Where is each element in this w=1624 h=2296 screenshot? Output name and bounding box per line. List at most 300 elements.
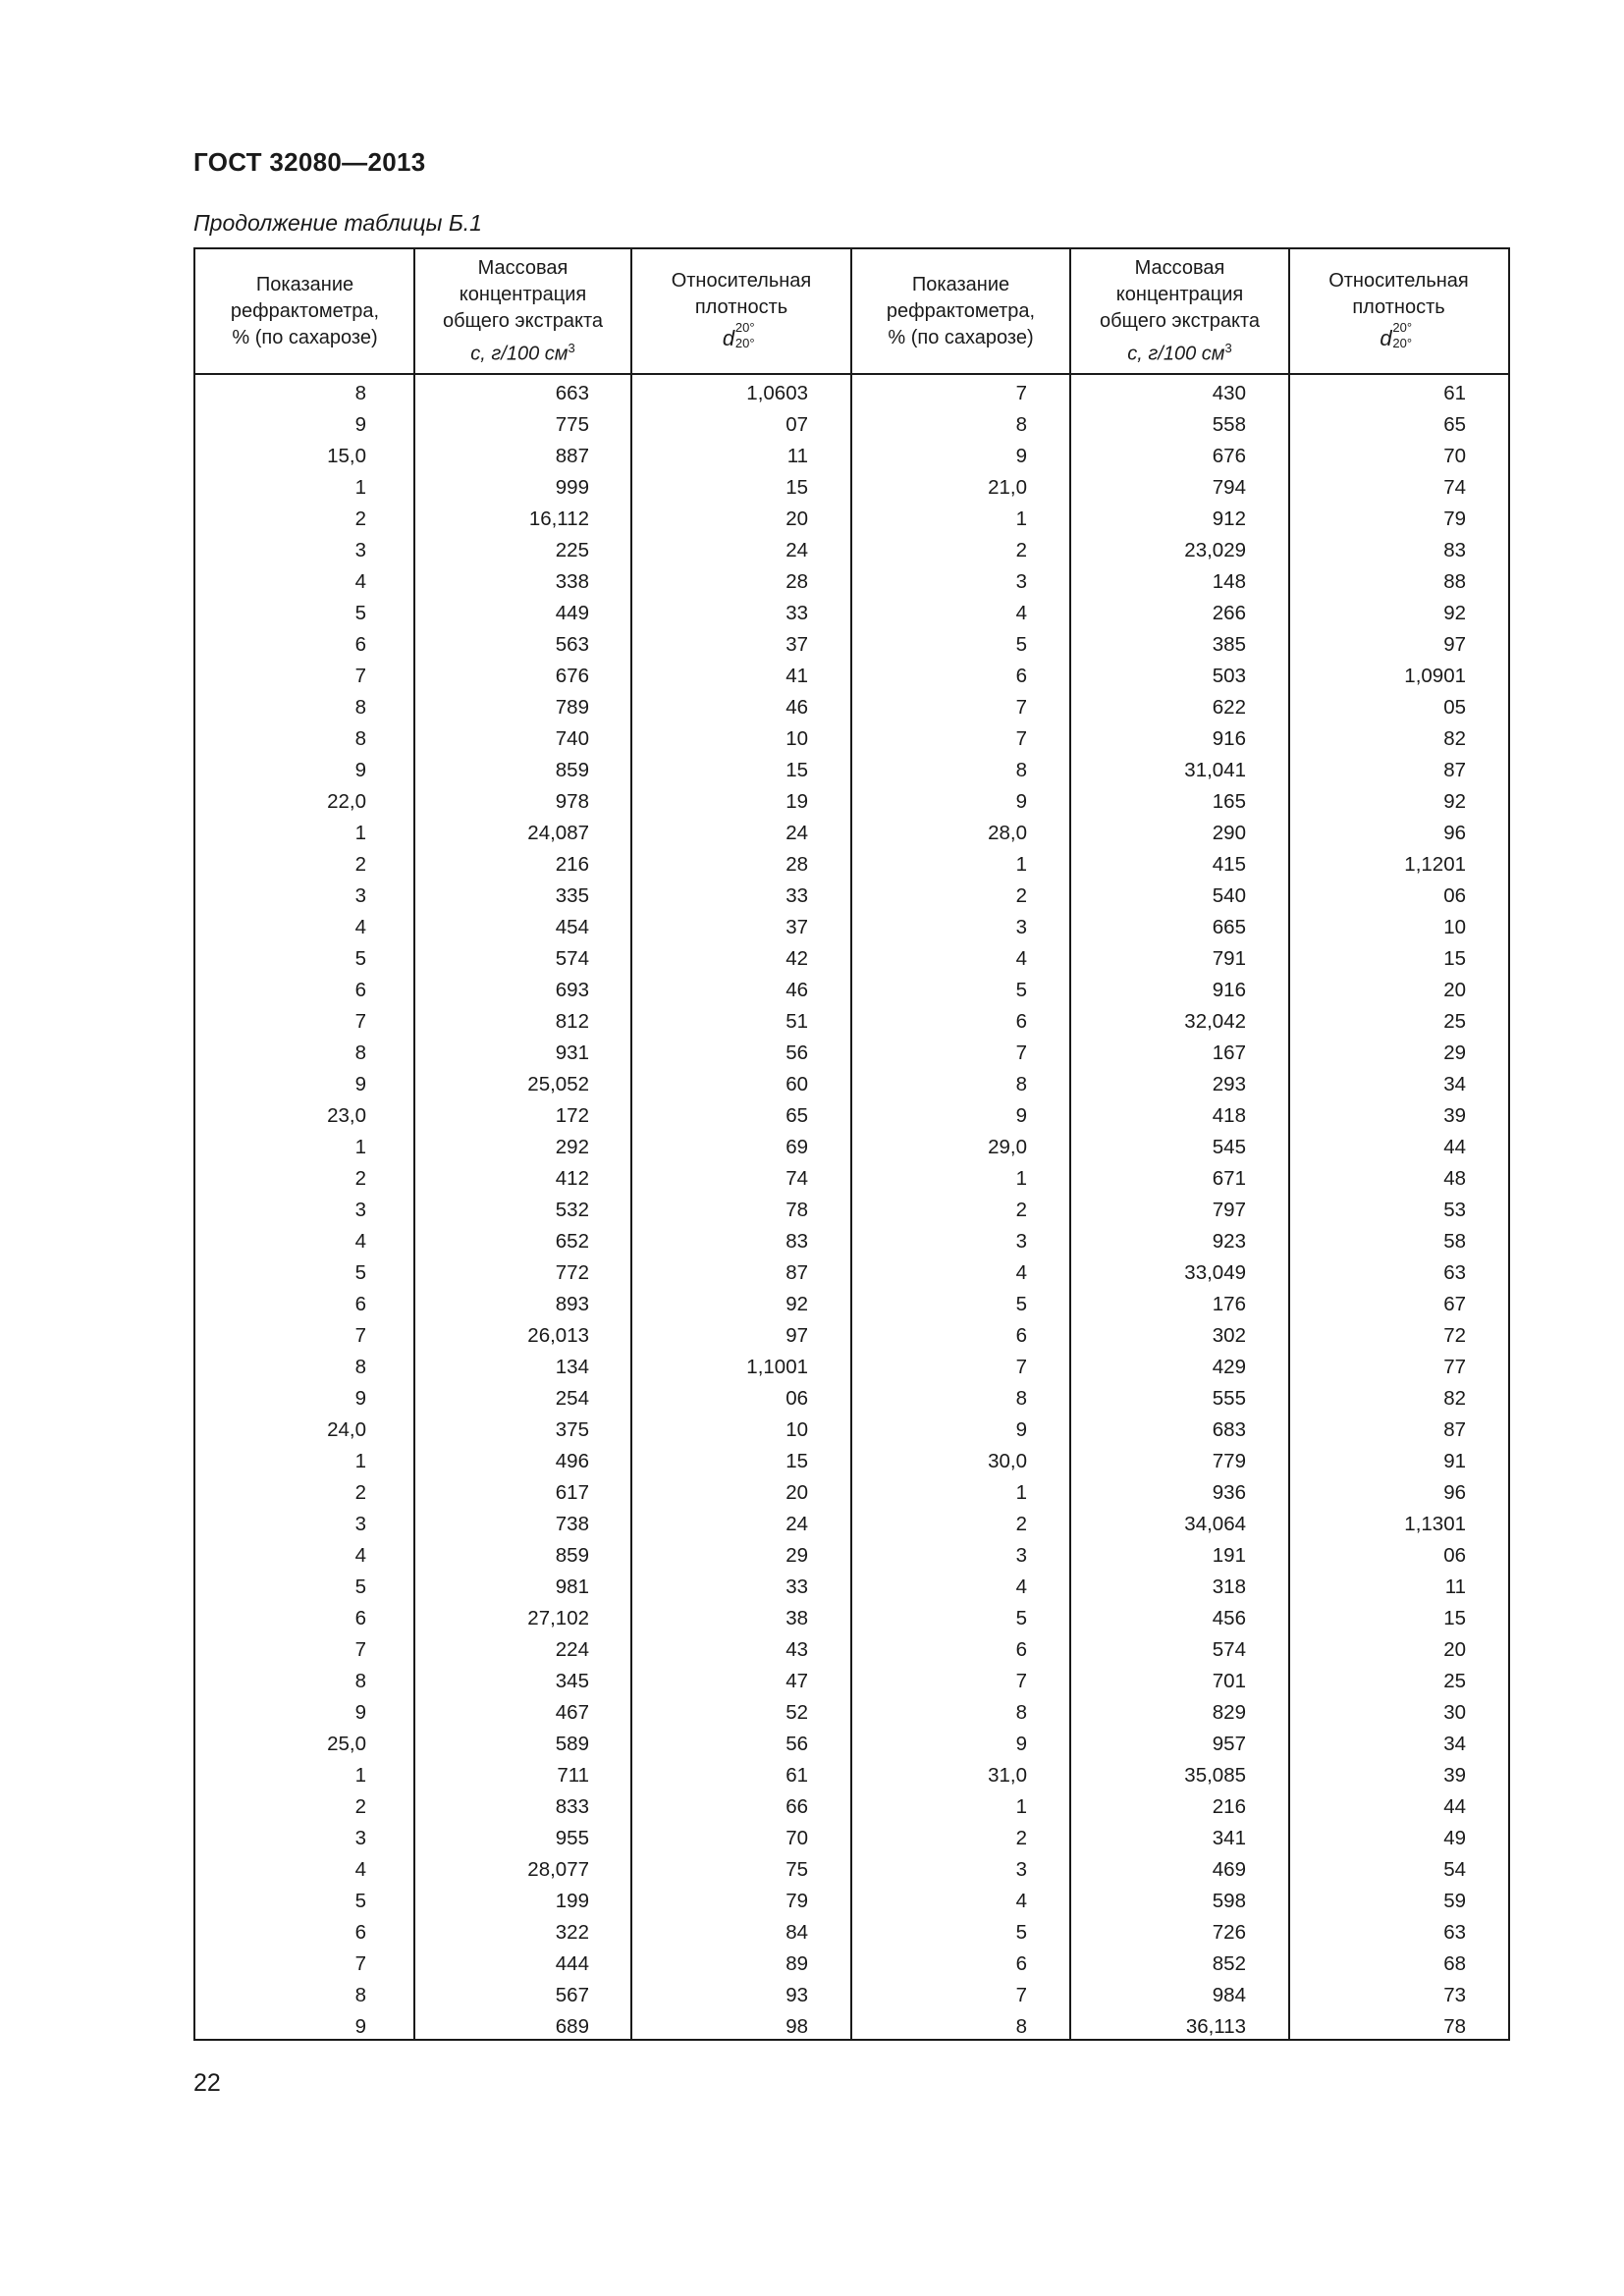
- cell-mass-concentration: 32,042: [1184, 1010, 1246, 1033]
- cell-reading: 3: [354, 884, 366, 907]
- cell-mass-concentration: 829: [1212, 1701, 1246, 1724]
- cell-reading: 28,0: [988, 822, 1027, 844]
- cell-reading: 9: [1015, 1733, 1027, 1755]
- cell-mass-concentration: 663: [555, 382, 589, 404]
- header-text: % (по сахарозе): [232, 326, 378, 348]
- cell-relative-density: 53: [1443, 1199, 1466, 1221]
- cell-mass-concentration: 617: [555, 1481, 589, 1504]
- cell-relative-density: 70: [1443, 445, 1466, 467]
- cell-mass-concentration: 27,102: [527, 1607, 589, 1629]
- header-density-left: [631, 249, 851, 373]
- cell-reading: 7: [1015, 1670, 1027, 1692]
- cell-relative-density: 25: [1443, 1670, 1466, 1692]
- cell-mass-concentration: 26,013: [527, 1324, 589, 1347]
- cell-reading: 6: [354, 1921, 366, 1944]
- cell-relative-density: 98: [785, 2015, 808, 2038]
- cell-relative-density: 10: [785, 1418, 808, 1441]
- cell-mass-concentration: 318: [1212, 1575, 1246, 1598]
- cell-relative-density: 20: [1443, 1638, 1466, 1661]
- cell-relative-density: 56: [785, 1041, 808, 1064]
- cell-mass-concentration: 574: [555, 947, 589, 970]
- cell-relative-density: 60: [785, 1073, 808, 1095]
- cell-mass-concentration: 772: [555, 1261, 589, 1284]
- cell-reading: 3: [1015, 570, 1027, 593]
- cell-relative-density: 15: [785, 1450, 808, 1472]
- cell-reading: 1: [354, 476, 366, 499]
- cell-mass-concentration: 254: [555, 1387, 589, 1410]
- cell-mass-concentration: 794: [1212, 476, 1246, 499]
- header-unit: с, г/100 $см^3$: [470, 340, 575, 365]
- header-reading-left: [195, 249, 414, 373]
- cell-mass-concentration: 563: [555, 633, 589, 656]
- cell-reading: 6: [1015, 1952, 1027, 1975]
- cell-reading: 8: [354, 1984, 366, 2006]
- cell-mass-concentration: 545: [1212, 1136, 1246, 1158]
- cell-relative-density: 61: [1443, 382, 1466, 404]
- cell-mass-concentration: 738: [555, 1513, 589, 1535]
- cell-reading: 8: [1015, 1701, 1027, 1724]
- cell-relative-density: 97: [1443, 633, 1466, 656]
- cell-relative-density: 48: [1443, 1167, 1466, 1190]
- cell-mass-concentration: 912: [1212, 507, 1246, 530]
- cell-mass-concentration: 683: [1212, 1418, 1246, 1441]
- cell-mass-concentration: 266: [1212, 602, 1246, 624]
- cell-relative-density: 1,0603: [746, 382, 808, 404]
- cell-relative-density: 44: [1443, 1795, 1466, 1818]
- cell-reading: 4: [354, 1230, 366, 1253]
- cell-reading: 3: [1015, 1858, 1027, 1881]
- header-text: Относительная: [671, 270, 812, 292]
- cell-reading: 2: [354, 507, 366, 530]
- cell-mass-concentration: 671: [1212, 1167, 1246, 1190]
- cell-reading: 7: [354, 1952, 366, 1975]
- cell-relative-density: 78: [785, 1199, 808, 1221]
- cell-reading: 2: [1015, 884, 1027, 907]
- cell-mass-concentration: 415: [1212, 853, 1246, 876]
- cell-reading: 6: [1015, 1324, 1027, 1347]
- cell-relative-density: 87: [1443, 759, 1466, 781]
- cell-mass-concentration: 740: [555, 727, 589, 750]
- cell-relative-density: 1,1201: [1404, 853, 1466, 876]
- header-text: % (по сахарозе): [888, 326, 1034, 348]
- cell-reading: 7: [1015, 382, 1027, 404]
- cell-reading: 8: [1015, 413, 1027, 436]
- cell-relative-density: 49: [1443, 1827, 1466, 1849]
- cell-relative-density: 29: [1443, 1041, 1466, 1064]
- cell-relative-density: 15: [1443, 947, 1466, 970]
- cell-relative-density: 44: [1443, 1136, 1466, 1158]
- cell-mass-concentration: 859: [555, 759, 589, 781]
- cell-relative-density: 65: [1443, 413, 1466, 436]
- cell-mass-concentration: 34,064: [1184, 1513, 1246, 1535]
- column-divider: [850, 249, 852, 2039]
- cell-relative-density: 92: [1443, 602, 1466, 624]
- cell-relative-density: 11: [1444, 1575, 1466, 1598]
- cell-relative-density: 89: [785, 1952, 808, 1975]
- document-title: ГОСТ 32080—2013: [193, 147, 426, 177]
- cell-reading: 3: [354, 1827, 366, 1849]
- cell-mass-concentration: 999: [555, 476, 589, 499]
- cell-reading: 9: [1015, 1418, 1027, 1441]
- density-symbol: d 20° 20°: [722, 320, 755, 350]
- cell-mass-concentration: 923: [1212, 1230, 1246, 1253]
- cell-mass-concentration: 36,113: [1185, 2015, 1246, 2038]
- cell-mass-concentration: 444: [555, 1952, 589, 1975]
- cell-mass-concentration: 693: [555, 979, 589, 1001]
- cell-mass-concentration: 467: [555, 1701, 589, 1724]
- cell-relative-density: 82: [1443, 1387, 1466, 1410]
- header-text: рефрактометра,: [230, 299, 380, 322]
- header-text: Показание: [911, 273, 1010, 295]
- cell-reading: 9: [354, 1073, 366, 1095]
- cell-relative-density: 24: [785, 539, 808, 561]
- cell-relative-density: 61: [785, 1764, 808, 1787]
- cell-relative-density: 06: [1443, 884, 1466, 907]
- cell-relative-density: 24: [785, 1513, 808, 1535]
- cell-relative-density: 87: [1443, 1418, 1466, 1441]
- cell-reading: 9: [354, 413, 366, 436]
- cell-mass-concentration: 191: [1212, 1544, 1246, 1567]
- cell-relative-density: 58: [1443, 1230, 1466, 1253]
- cell-relative-density: 38: [785, 1607, 808, 1629]
- cell-relative-density: 96: [1443, 822, 1466, 844]
- cell-relative-density: 63: [1443, 1261, 1466, 1284]
- cell-reading: 7: [1015, 1041, 1027, 1064]
- cell-reading: 2: [1015, 1513, 1027, 1535]
- cell-mass-concentration: 931: [555, 1041, 589, 1064]
- cell-reading: 3: [1015, 1230, 1027, 1253]
- cell-reading: 2: [354, 1795, 366, 1818]
- cell-reading: 2: [1015, 1827, 1027, 1849]
- cell-reading: 6: [1015, 1010, 1027, 1033]
- cell-mass-concentration: 496: [555, 1450, 589, 1472]
- cell-mass-concentration: 978: [555, 790, 589, 813]
- cell-mass-concentration: 172: [555, 1104, 589, 1127]
- cell-mass-concentration: 418: [1212, 1104, 1246, 1127]
- cell-mass-concentration: 33,049: [1184, 1261, 1246, 1284]
- cell-reading: 7: [354, 665, 366, 687]
- cell-relative-density: 05: [1443, 696, 1466, 719]
- cell-reading: 1: [1015, 1795, 1027, 1818]
- cell-relative-density: 34: [1443, 1073, 1466, 1095]
- cell-reading: 5: [1015, 633, 1027, 656]
- cell-relative-density: 37: [785, 633, 808, 656]
- cell-relative-density: 39: [1443, 1764, 1466, 1787]
- cell-mass-concentration: 430: [1212, 382, 1246, 404]
- cell-reading: 7: [354, 1324, 366, 1347]
- cell-mass-concentration: 16,112: [528, 507, 589, 530]
- cell-mass-concentration: 726: [1212, 1921, 1246, 1944]
- header-text: общего экстракта: [1099, 309, 1261, 332]
- header-text: концентрация: [1115, 283, 1244, 305]
- header-unit: с, г/100 $см^3$: [1127, 340, 1232, 365]
- cell-mass-concentration: 916: [1212, 727, 1246, 750]
- cell-relative-density: 75: [785, 1858, 808, 1881]
- header-text: Массовая: [1134, 256, 1225, 279]
- cell-relative-density: 1,1301: [1404, 1513, 1466, 1535]
- cell-mass-concentration: 216: [1212, 1795, 1246, 1818]
- cell-mass-concentration: 936: [1212, 1481, 1246, 1504]
- cell-relative-density: 54: [1443, 1858, 1466, 1881]
- cell-reading: 6: [1015, 1638, 1027, 1661]
- cell-relative-density: 47: [785, 1670, 808, 1692]
- cell-relative-density: 56: [785, 1733, 808, 1755]
- cell-relative-density: 20: [1443, 979, 1466, 1001]
- cell-reading: 1: [1015, 1167, 1027, 1190]
- cell-relative-density: 74: [785, 1167, 808, 1190]
- cell-relative-density: 97: [785, 1324, 808, 1347]
- cell-mass-concentration: 711: [557, 1764, 589, 1787]
- cell-relative-density: 88: [1443, 570, 1466, 593]
- header-density-right: [1289, 249, 1508, 373]
- cell-mass-concentration: 555: [1212, 1387, 1246, 1410]
- cell-reading: 1: [1015, 507, 1027, 530]
- cell-relative-density: 24: [785, 822, 808, 844]
- cell-mass-concentration: 558: [1212, 413, 1246, 436]
- cell-reading: 9: [354, 1387, 366, 1410]
- cell-reading: 8: [354, 1356, 366, 1378]
- cell-relative-density: 46: [785, 979, 808, 1001]
- cell-mass-concentration: 589: [555, 1733, 589, 1755]
- cell-reading: 30,0: [988, 1450, 1027, 1472]
- cell-reading: 5: [1015, 979, 1027, 1001]
- cell-reading: 2: [354, 1481, 366, 1504]
- cell-mass-concentration: 134: [555, 1356, 589, 1378]
- cell-relative-density: 69: [785, 1136, 808, 1158]
- cell-mass-concentration: 469: [1212, 1858, 1246, 1881]
- cell-mass-concentration: 791: [1212, 947, 1246, 970]
- cell-relative-density: 43: [785, 1638, 808, 1661]
- cell-relative-density: 39: [1443, 1104, 1466, 1127]
- cell-mass-concentration: 916: [1212, 979, 1246, 1001]
- cell-mass-concentration: 981: [555, 1575, 589, 1598]
- cell-mass-concentration: 665: [1212, 916, 1246, 938]
- cell-reading: 31,0: [988, 1764, 1027, 1787]
- header-mass-left: [414, 249, 631, 373]
- header-reading-right: [851, 249, 1070, 373]
- cell-mass-concentration: 199: [555, 1890, 589, 1912]
- cell-mass-concentration: 456: [1212, 1607, 1246, 1629]
- cell-mass-concentration: 335: [555, 884, 589, 907]
- cell-mass-concentration: 338: [555, 570, 589, 593]
- cell-relative-density: 78: [1443, 2015, 1466, 2038]
- cell-reading: 6: [354, 633, 366, 656]
- cell-mass-concentration: 345: [555, 1670, 589, 1692]
- header-text: Массовая: [477, 256, 568, 279]
- cell-relative-density: 37: [785, 916, 808, 938]
- cell-reading: 5: [1015, 1293, 1027, 1315]
- cell-relative-density: 1,1001: [746, 1356, 808, 1378]
- cell-relative-density: 92: [785, 1293, 808, 1315]
- cell-reading: 8: [1015, 1073, 1027, 1095]
- cell-relative-density: 06: [785, 1387, 808, 1410]
- cell-mass-concentration: 429: [1212, 1356, 1246, 1378]
- cell-relative-density: 87: [785, 1261, 808, 1284]
- cell-mass-concentration: 454: [555, 916, 589, 938]
- cell-relative-density: 33: [785, 1575, 808, 1598]
- cell-mass-concentration: 165: [1212, 790, 1246, 813]
- cell-relative-density: 20: [785, 507, 808, 530]
- cell-mass-concentration: 167: [1212, 1041, 1246, 1064]
- cell-relative-density: 79: [1443, 507, 1466, 530]
- cell-relative-density: 68: [1443, 1952, 1466, 1975]
- cell-relative-density: 42: [785, 947, 808, 970]
- cell-mass-concentration: 540: [1212, 884, 1246, 907]
- cell-relative-density: 74: [1443, 476, 1466, 499]
- header-text: плотность: [1352, 296, 1445, 318]
- cell-relative-density: 52: [785, 1701, 808, 1724]
- cell-reading: 9: [1015, 1104, 1027, 1127]
- cell-relative-density: 72: [1443, 1324, 1466, 1347]
- cell-reading: 8: [354, 1041, 366, 1064]
- cell-reading: 7: [1015, 1356, 1027, 1378]
- cell-relative-density: 73: [1443, 1984, 1466, 2006]
- cell-relative-density: 66: [785, 1795, 808, 1818]
- cell-reading: 5: [354, 1261, 366, 1284]
- cell-relative-density: 06: [1443, 1544, 1466, 1567]
- cell-reading: 6: [354, 1607, 366, 1629]
- cell-relative-density: 07: [785, 413, 808, 436]
- cell-reading: 9: [354, 1701, 366, 1724]
- cell-relative-density: 29: [785, 1544, 808, 1567]
- cell-relative-density: 19: [785, 790, 808, 813]
- cell-mass-concentration: 893: [555, 1293, 589, 1315]
- cell-mass-concentration: 689: [555, 2015, 589, 2038]
- cell-reading: 9: [354, 2015, 366, 2038]
- cell-reading: 5: [1015, 1921, 1027, 1944]
- cell-mass-concentration: 812: [555, 1010, 589, 1033]
- cell-mass-concentration: 955: [555, 1827, 589, 1849]
- cell-mass-concentration: 23,029: [1184, 539, 1246, 561]
- cell-reading: 3: [1015, 916, 1027, 938]
- cell-relative-density: 65: [785, 1104, 808, 1127]
- cell-relative-density: 41: [785, 665, 808, 687]
- cell-mass-concentration: 28,077: [527, 1858, 589, 1881]
- cell-mass-concentration: 503: [1212, 665, 1246, 687]
- cell-reading: 1: [354, 1136, 366, 1158]
- cell-reading: 8: [354, 1670, 366, 1692]
- page-number: 22: [193, 2069, 221, 2097]
- table-caption: Продолжение таблицы Б.1: [193, 210, 482, 236]
- cell-relative-density: 30: [1443, 1701, 1466, 1724]
- cell-reading: 5: [354, 1890, 366, 1912]
- cell-mass-concentration: 302: [1212, 1324, 1246, 1347]
- cell-reading: 24,0: [327, 1418, 366, 1441]
- cell-mass-concentration: 984: [1212, 1984, 1246, 2006]
- cell-reading: 3: [1015, 1544, 1027, 1567]
- cell-mass-concentration: 412: [555, 1167, 589, 1190]
- cell-mass-concentration: 225: [555, 539, 589, 561]
- cell-reading: 7: [354, 1010, 366, 1033]
- cell-mass-concentration: 622: [1212, 696, 1246, 719]
- cell-reading: 4: [354, 1858, 366, 1881]
- cell-relative-density: 15: [785, 476, 808, 499]
- cell-mass-concentration: 148: [1212, 570, 1246, 593]
- cell-mass-concentration: 35,085: [1184, 1764, 1246, 1787]
- cell-relative-density: 70: [785, 1827, 808, 1849]
- cell-reading: 8: [1015, 2015, 1027, 2038]
- cell-mass-concentration: 290: [1212, 822, 1246, 844]
- cell-mass-concentration: 789: [555, 696, 589, 719]
- cell-reading: 4: [354, 570, 366, 593]
- cell-reading: 8: [354, 727, 366, 750]
- cell-relative-density: 15: [785, 759, 808, 781]
- cell-reading: 8: [1015, 759, 1027, 781]
- cell-relative-density: 63: [1443, 1921, 1466, 1944]
- cell-reading: 7: [1015, 696, 1027, 719]
- cell-mass-concentration: 852: [1212, 1952, 1246, 1975]
- cell-reading: 15,0: [327, 445, 366, 467]
- cell-reading: 8: [354, 382, 366, 404]
- cell-relative-density: 33: [785, 884, 808, 907]
- cell-reading: 2: [354, 853, 366, 876]
- cell-mass-concentration: 176: [1212, 1293, 1246, 1315]
- column-divider: [413, 249, 415, 2039]
- data-table: [193, 247, 1510, 2041]
- cell-mass-concentration: 375: [555, 1418, 589, 1441]
- cell-relative-density: 33: [785, 602, 808, 624]
- cell-relative-density: 79: [785, 1890, 808, 1912]
- cell-reading: 1: [354, 822, 366, 844]
- cell-reading: 5: [354, 602, 366, 624]
- density-symbol: d 20° 20°: [1380, 320, 1413, 350]
- cell-mass-concentration: 652: [555, 1230, 589, 1253]
- header-text: рефрактометра,: [886, 299, 1036, 322]
- cell-relative-density: 11: [786, 445, 808, 467]
- header-text: общего экстракта: [442, 309, 604, 332]
- cell-mass-concentration: 216: [555, 853, 589, 876]
- cell-reading: 4: [1015, 1890, 1027, 1912]
- cell-relative-density: 51: [785, 1010, 808, 1033]
- cell-reading: 5: [354, 1575, 366, 1598]
- cell-relative-density: 59: [1443, 1890, 1466, 1912]
- cell-reading: 5: [1015, 1607, 1027, 1629]
- cell-mass-concentration: 31,041: [1184, 759, 1246, 781]
- cell-mass-concentration: 341: [1212, 1827, 1246, 1849]
- cell-reading: 2: [354, 1167, 366, 1190]
- cell-mass-concentration: 322: [555, 1921, 589, 1944]
- cell-reading: 4: [1015, 602, 1027, 624]
- cell-relative-density: 96: [1443, 1481, 1466, 1504]
- cell-mass-concentration: 779: [1212, 1450, 1246, 1472]
- cell-relative-density: 28: [785, 853, 808, 876]
- cell-relative-density: 34: [1443, 1733, 1466, 1755]
- cell-mass-concentration: 797: [1212, 1199, 1246, 1221]
- header-mass-right: [1070, 249, 1289, 373]
- cell-relative-density: 84: [785, 1921, 808, 1944]
- cell-reading: 4: [354, 1544, 366, 1567]
- cell-relative-density: 15: [1443, 1607, 1466, 1629]
- cell-mass-concentration: 293: [1212, 1073, 1246, 1095]
- cell-reading: 8: [354, 696, 366, 719]
- cell-reading: 8: [1015, 1387, 1027, 1410]
- cell-reading: 5: [354, 947, 366, 970]
- cell-reading: 2: [1015, 1199, 1027, 1221]
- cell-mass-concentration: 224: [555, 1638, 589, 1661]
- cell-mass-concentration: 449: [555, 602, 589, 624]
- column-divider: [1288, 249, 1290, 2039]
- cell-relative-density: 28: [785, 570, 808, 593]
- cell-relative-density: 46: [785, 696, 808, 719]
- cell-reading: 7: [354, 1638, 366, 1661]
- header-text: концентрация: [459, 283, 587, 305]
- cell-reading: 1: [1015, 853, 1027, 876]
- cell-mass-concentration: 701: [1212, 1670, 1246, 1692]
- cell-reading: 7: [1015, 727, 1027, 750]
- cell-mass-concentration: 574: [1212, 1638, 1246, 1661]
- cell-mass-concentration: 833: [555, 1795, 589, 1818]
- cell-mass-concentration: 385: [1212, 633, 1246, 656]
